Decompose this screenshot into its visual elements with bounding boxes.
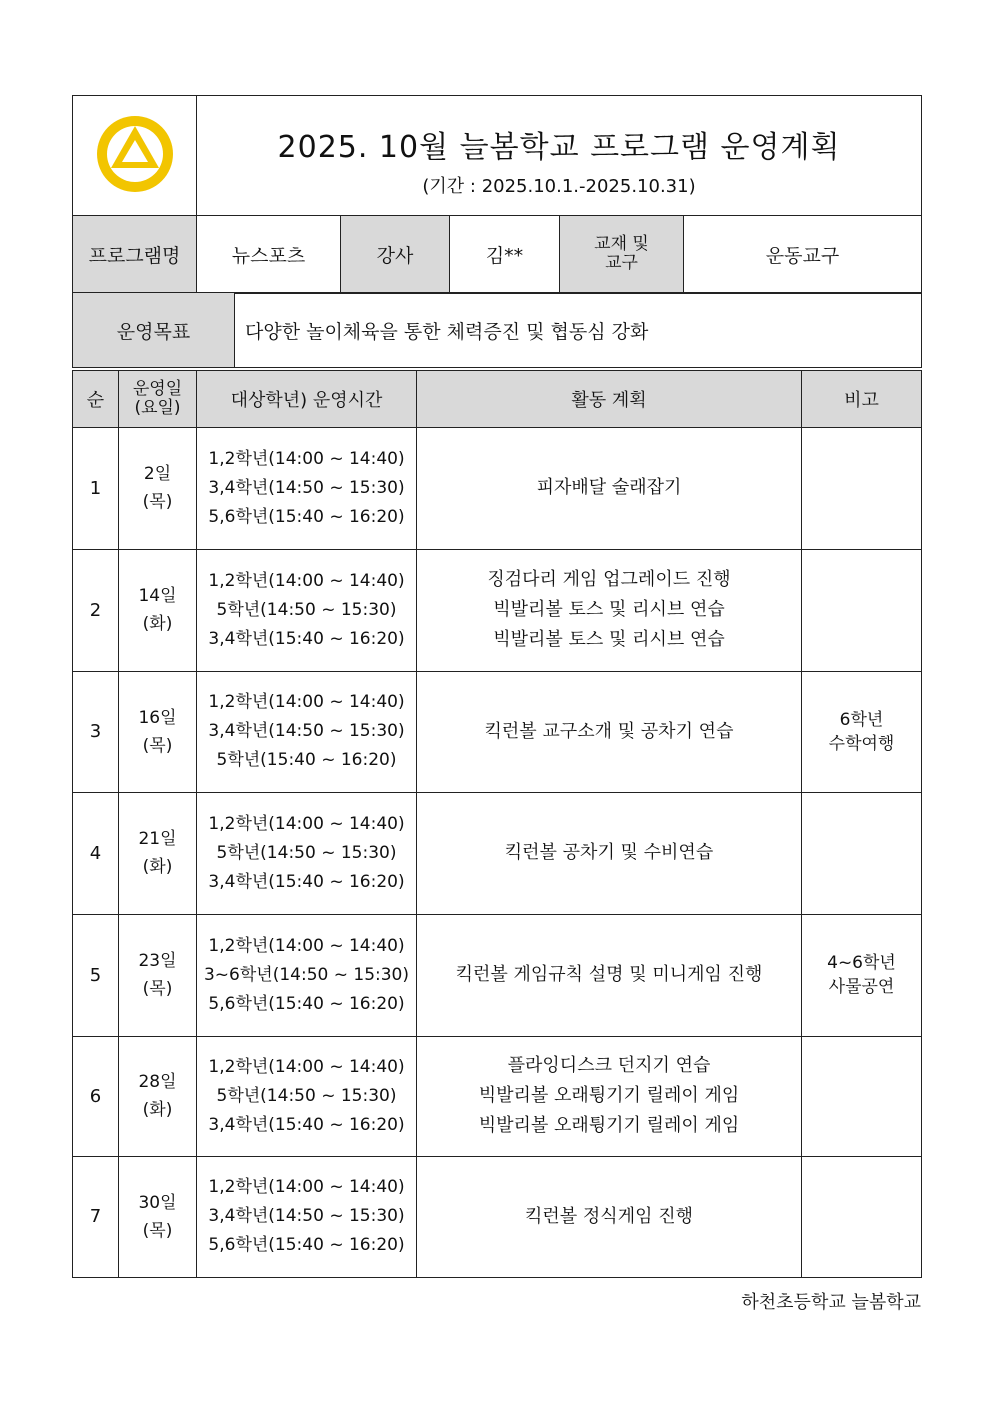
school-logo-icon [93, 112, 177, 196]
row-date [119, 1036, 197, 1156]
row-note-item: 사물공연 [828, 977, 895, 997]
materials-value: 운동교구 [684, 215, 922, 293]
goal-label: 운영목표 [73, 293, 235, 368]
row-plan-item: 피자배달 술래잡기 [536, 477, 682, 498]
table-row [73, 1156, 922, 1277]
row-weekday: (화) [142, 1100, 173, 1120]
row-notes [802, 1036, 922, 1156]
seq-header: 순 [73, 370, 119, 427]
row-time-slot: 3,4학년(15:40 ~ 16:20) [208, 1114, 405, 1135]
row-plan-item: 킥런볼 게임규칙 설명 및 미니게임 진행 [455, 964, 763, 985]
row-time-slot: 5학년(15:40 ~ 16:20) [216, 750, 397, 770]
row-date [119, 671, 197, 792]
row-time-slot: 3,4학년(14:50 ~ 15:30) [208, 1206, 405, 1226]
row-day: 23일 [138, 951, 177, 971]
row-date [119, 1156, 197, 1277]
row-time-slot: 3,4학년(14:50 ~ 15:30) [208, 477, 405, 498]
period-text: (기간 : 2025.10.1.-2025.10.31) [422, 175, 696, 197]
row-time-slot: 1,2학년(14:00 ~ 14:40) [208, 570, 405, 591]
footer-school-name: 하천초등학교 늘봄학교 [741, 1292, 921, 1313]
row-notes [802, 549, 922, 671]
row-times [197, 549, 417, 671]
instructor-label: 강사 [341, 215, 450, 293]
info-table [72, 215, 922, 294]
row-day: 16일 [138, 707, 177, 728]
row-time-slot: 5학년(14:50 ~ 15:30) [216, 1085, 397, 1106]
row-notes [802, 1156, 922, 1277]
schedule-header-row [73, 370, 922, 427]
row-time-slot: 1,2학년(14:00 ~ 14:40) [208, 935, 405, 956]
row-time-slot: 1,2학년(14:00 ~ 14:40) [208, 1177, 405, 1197]
row-time-slot: 5학년(14:50 ~ 15:30) [216, 599, 397, 620]
table-row [73, 914, 922, 1036]
row-note-item: 6학년 [839, 709, 884, 730]
row-weekday: (화) [142, 857, 173, 877]
row-time-slot: 1,2학년(14:00 ~ 14:40) [208, 448, 405, 469]
row-day: 2일 [143, 464, 172, 484]
program-value: 뉴스포츠 [197, 215, 341, 293]
row-weekday: (목) [142, 735, 173, 756]
row-weekday: (목) [142, 979, 173, 999]
title-cell [197, 96, 922, 216]
page-title: 2025. 10월 늘봄학교 프로그램 운영계획 [277, 129, 841, 165]
row-time-slot: 5,6학년(15:40 ~ 16:20) [208, 1235, 405, 1255]
row-seq: 7 [73, 1156, 119, 1277]
table-row [73, 549, 922, 671]
table-row [73, 671, 922, 792]
row-date [119, 549, 197, 671]
row-day: 14일 [138, 586, 177, 606]
row-notes [802, 427, 922, 549]
row-plan-item: 킥런볼 교구소개 및 공차기 연습 [484, 720, 734, 742]
row-time-slot: 1,2학년(14:00 ~ 14:40) [208, 1056, 405, 1077]
date-header: 운영일 (요일) [119, 370, 197, 427]
row-plan-item: 킥런볼 정식게임 진행 [525, 1205, 693, 1227]
row-time-slot: 3~6학년(14:50 ~ 15:30) [203, 964, 410, 985]
instructor-value: 김** [450, 215, 560, 293]
row-notes [802, 914, 922, 1036]
row-time-slot: 1,2학년(14:00 ~ 14:40) [208, 692, 405, 712]
schedule-table [72, 370, 922, 1278]
row-plan-item: 빅발리볼 오래튕기기 릴레이 게임 [478, 1085, 740, 1106]
row-plans [417, 549, 802, 671]
row-seq: 6 [73, 1036, 119, 1156]
row-plans [417, 1156, 802, 1277]
row-weekday: (화) [142, 614, 173, 634]
row-seq: 5 [73, 914, 119, 1036]
row-times [197, 427, 417, 549]
schedule-rows [73, 427, 922, 1277]
row-weekday: (목) [142, 492, 173, 512]
row-note-item: 4~6학년 [827, 953, 896, 973]
row-seq: 4 [73, 792, 119, 914]
row-time-slot: 3,4학년(15:40 ~ 16:20) [208, 628, 405, 649]
row-plan-item: 징검다리 게임 업그레이드 진행 [487, 569, 731, 590]
row-plans [417, 914, 802, 1036]
row-time-slot: 3,4학년(15:40 ~ 16:20) [208, 871, 405, 892]
time-header: 대상학년) 운영시간 [197, 370, 417, 427]
row-notes [802, 792, 922, 914]
row-times [197, 914, 417, 1036]
note-header: 비고 [802, 370, 922, 427]
row-seq: 2 [73, 549, 119, 671]
row-plan-item: 킥런볼 공차기 및 수비연습 [504, 842, 714, 863]
row-date [119, 792, 197, 914]
row-day: 21일 [138, 829, 177, 849]
row-seq: 1 [73, 427, 119, 549]
row-plan-item: 플라잉디스크 던지기 연습 [507, 1055, 711, 1076]
materials-label: 교재 및 교구 [560, 215, 684, 293]
row-weekday: (목) [142, 1220, 173, 1241]
program-label: 프로그램명 [73, 215, 197, 293]
title-table [72, 95, 922, 216]
row-day: 30일 [138, 1192, 177, 1213]
table-row [73, 1036, 922, 1156]
plan-header: 활동 계획 [417, 370, 802, 427]
row-plans [417, 671, 802, 792]
document [72, 95, 921, 1278]
row-time-slot: 5학년(14:50 ~ 15:30) [216, 842, 397, 863]
row-plans [417, 792, 802, 914]
table-row [73, 427, 922, 549]
row-plans [417, 1036, 802, 1156]
row-note-item: 수학여행 [828, 733, 895, 754]
row-plans [417, 427, 802, 549]
row-day: 28일 [138, 1072, 177, 1092]
row-time-slot: 3,4학년(14:50 ~ 15:30) [208, 721, 405, 741]
row-plan-item: 빅발리볼 오래튕기기 릴레이 게임 [478, 1115, 740, 1136]
row-notes [802, 671, 922, 792]
logo-cell [73, 96, 197, 216]
goal-value: 다양한 놀이체육을 통한 체력증진 및 협동심 강화 [235, 293, 922, 368]
row-times [197, 1156, 417, 1277]
row-time-slot: 5,6학년(15:40 ~ 16:20) [208, 993, 405, 1014]
row-plan-item: 빅발리볼 토스 및 리시브 연습 [493, 629, 725, 650]
row-date [119, 914, 197, 1036]
row-date [119, 427, 197, 549]
goal-table [72, 292, 922, 368]
row-time-slot: 1,2학년(14:00 ~ 14:40) [208, 813, 405, 834]
table-row [73, 792, 922, 914]
row-seq: 3 [73, 671, 119, 792]
row-times [197, 671, 417, 792]
row-times [197, 1036, 417, 1156]
row-times [197, 792, 417, 914]
row-time-slot: 5,6학년(15:40 ~ 16:20) [208, 506, 405, 527]
row-plan-item: 빅발리볼 토스 및 리시브 연습 [493, 599, 725, 620]
